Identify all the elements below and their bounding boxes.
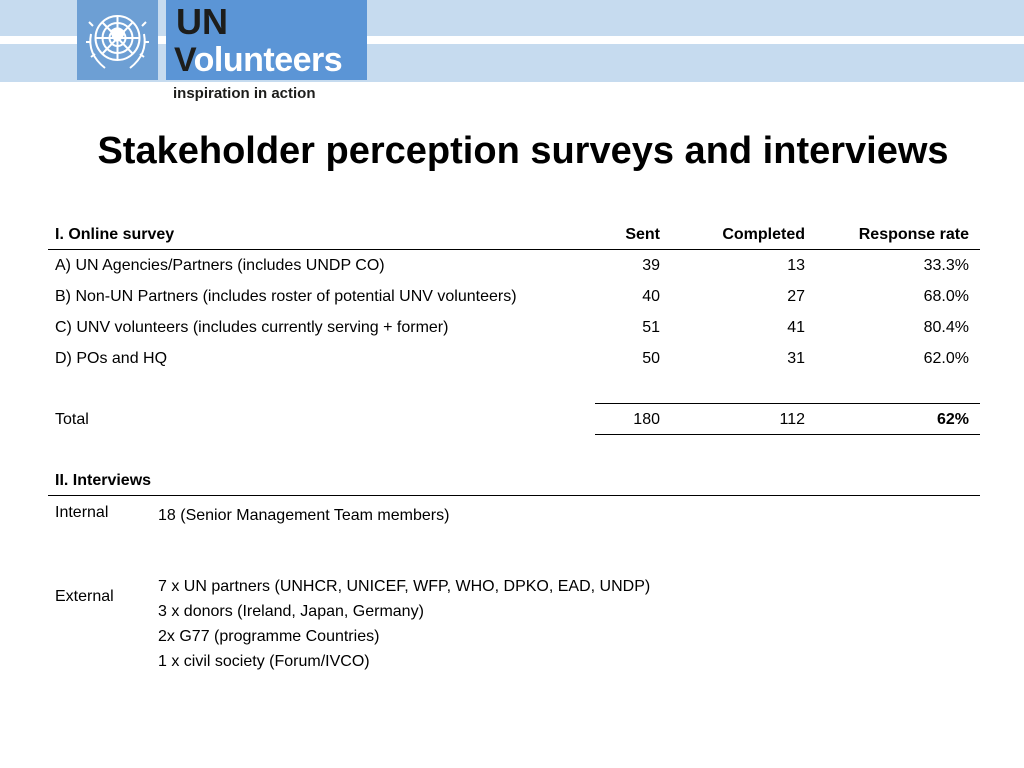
un-emblem-icon (77, 0, 158, 80)
table-row (48, 319, 980, 345)
external-label: External (55, 588, 114, 605)
table-row (48, 288, 980, 314)
column-header-response-rate: Response rate (858, 226, 969, 243)
total-completed: 112 (779, 411, 805, 428)
row-label: B) Non-UN Partners (includes roster of potential UNV volunteers) (55, 288, 517, 305)
row-rate: 80.4% (923, 319, 969, 336)
row-completed: 41 (787, 319, 805, 336)
internal-label: Internal (55, 504, 109, 521)
survey-section-title: I. Online survey (55, 226, 175, 243)
row-sent: 39 (642, 257, 660, 274)
row-sent: 51 (642, 319, 660, 336)
logo-un-text: UN (176, 1, 228, 42)
table-row (48, 350, 980, 376)
table-row (48, 257, 980, 283)
list-item: 3 x donors (Ireland, Japan, Germany) (158, 603, 424, 620)
internal-text: 18 (Senior Management Team members) (158, 507, 450, 524)
row-rate: 62.0% (923, 350, 969, 367)
row-label: A) UN Agencies/Partners (includes UNDP CO) (55, 257, 385, 274)
total-sent: 180 (633, 411, 660, 428)
un-volunteers-logo (166, 0, 367, 80)
logo-volunteers-text (174, 40, 342, 80)
row-completed: 27 (787, 288, 805, 305)
total-bottom-rule (595, 434, 980, 435)
survey-header-rule (48, 249, 980, 250)
interviews-header-rule (48, 495, 980, 496)
total-label: Total (55, 411, 89, 428)
row-label: C) UNV volunteers (includes currently serving + former) (55, 319, 449, 336)
column-header-sent: Sent (625, 226, 660, 243)
list-item: 7 x UN partners (UNHCR, UNICEF, WFP, WHO, DPKO, EAD, UNDP) (158, 578, 651, 595)
row-rate: 68.0% (923, 288, 969, 305)
row-label: D) POs and HQ (55, 350, 168, 367)
row-completed: 31 (787, 350, 805, 367)
column-header-completed: Completed (722, 226, 805, 243)
logo-volunteers-v: V (174, 41, 194, 79)
header-band (0, 0, 1024, 102)
interviews-section-title: II. Interviews (55, 472, 152, 489)
total-top-rule (595, 403, 980, 404)
row-sent: 40 (642, 288, 660, 305)
tagline: inspiration in action (173, 85, 316, 102)
row-completed: 13 (787, 257, 805, 274)
external-list (158, 574, 650, 674)
logo-volunteers-rest: olunteers (193, 41, 343, 79)
slide-title: Stakeholder perception surveys and interviews (97, 130, 949, 172)
total-rate: 62% (936, 411, 969, 428)
row-sent: 50 (642, 350, 660, 367)
list-item: 1 x civil society (Forum/IVCO) (158, 653, 370, 670)
list-item: 2x G77 (programme Countries) (158, 628, 380, 645)
row-rate: 33.3% (923, 257, 969, 274)
